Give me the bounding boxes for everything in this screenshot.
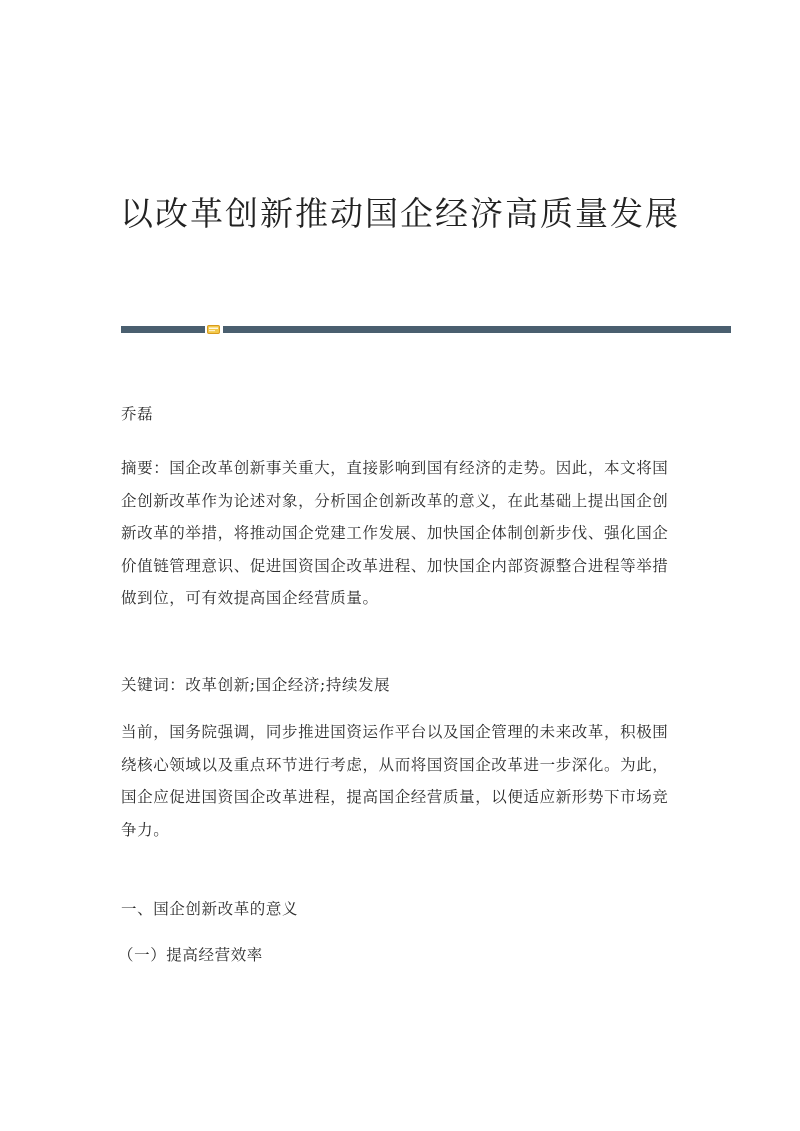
divider-right-bar [223, 326, 731, 333]
author-name: 乔磊 [121, 405, 154, 423]
abstract-paragraph: 摘要：国企改革创新事关重大，直接影响到国有经济的走势。因此，本文将国企创新改革作为论述对象，分析国企创新改革的意义，在此基础上提出国企创新改革的举措，将推动国企党建工作发展、加快国企体制创新步伐、强化国企价值链管理意识、促进国资国企改革进程、加快国企内部资源整合进程等举措做到位，可有效提高国企经营质量。 [121, 459, 669, 607]
document-title: 以改革创新推动国企经济高质量发展 [120, 194, 680, 233]
intro-paragraph: 当前，国务院强调，同步推进国资运作平台以及国企管理的未来改革，积极围绕核心领域以及重点环节进行考虑，从而将国资国企改革进一步深化。为此，国企应促进国资国企改革进程，提高国企经营质量，以便适应新形势下市场竞争力。 [121, 723, 669, 839]
section-heading: 一、国企创新改革的意义 [121, 900, 299, 918]
divider-left-bar [121, 326, 205, 333]
title-divider [121, 326, 731, 333]
pencil-emblem-icon [207, 323, 220, 335]
subsection-heading: （一）提高经营效率 [118, 946, 263, 964]
keywords-line: 关键词：改革创新;国企经济;持续发展 [121, 676, 391, 694]
